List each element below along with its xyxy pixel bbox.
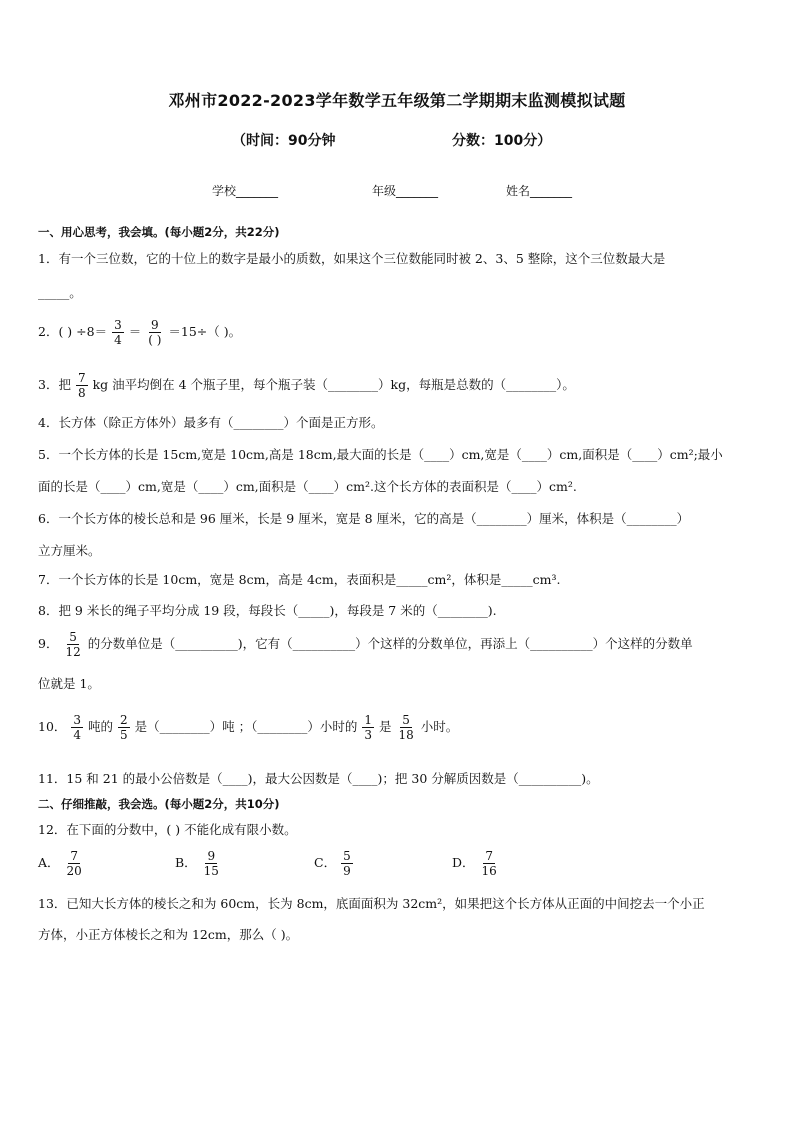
- q2-f1-numerator: 3: [114, 318, 122, 332]
- q10-f3-numerator: 1: [364, 713, 372, 727]
- exam-score: 分数：100分）: [452, 133, 552, 149]
- q10-f4-denominator: 18: [398, 728, 414, 742]
- q10-f1-numerator: 3: [73, 713, 82, 727]
- q12-option-c-fraction: [341, 849, 353, 878]
- q10-text-d: 小时。: [420, 719, 459, 734]
- question-3: [38, 371, 575, 400]
- q12-a-numerator: 7: [70, 849, 78, 863]
- q2-fraction-2: [146, 318, 163, 347]
- q2-f2-denominator: ( ): [148, 333, 162, 347]
- exam-subtitle: [232, 130, 552, 150]
- q3-text-a: 3．把: [38, 377, 71, 392]
- question-5-line-2: 面的长是（____）cm,宽是（____）cm,面积是（____）cm².这个长方体的表面积是（____）cm².: [38, 479, 577, 494]
- name-field[interactable]: 姓名_______: [506, 184, 573, 198]
- q10-fraction-1: [71, 713, 83, 742]
- q12-option-a[interactable]: [38, 849, 85, 878]
- q12-d-denominator: 16: [481, 864, 497, 878]
- question-10: [38, 713, 458, 742]
- q10-f2-denominator: 5: [120, 728, 128, 742]
- q9-denominator: 12: [65, 645, 81, 659]
- question-11: 11．15 和 21 的最小公倍数是（____)，最大公因数是（____)；把 30 分解质因数是（__________)。: [38, 771, 599, 786]
- q10-text-c: 是（________）吨 ；（________）小时的: [134, 719, 358, 734]
- question-9-line-2: 位就是 1。: [38, 676, 100, 691]
- q12-option-b-label: B．: [175, 855, 197, 870]
- q12-b-denominator: 15: [203, 864, 219, 878]
- q2-f2-numerator: 9: [150, 318, 159, 332]
- q12-option-b-fraction: [202, 849, 221, 878]
- q10-text-b: 吨的: [88, 719, 114, 734]
- q12-option-c[interactable]: [314, 849, 354, 878]
- section-1-heading: 一、用心思考，我会填。(每小题2分，共22分): [38, 225, 280, 239]
- q2-equals: ＝: [128, 324, 142, 339]
- q10-f1-denominator: 4: [73, 728, 82, 742]
- question-1-line-2: _____。: [38, 285, 82, 300]
- q3-text-b: kg 油平均倒在 4 个瓶子里，每个瓶子装（________）kg，每瓶是总数的（________）。: [92, 377, 575, 392]
- q10-text-a: 10．: [38, 719, 67, 734]
- q12-option-d-label: D．: [452, 855, 475, 870]
- q10-fraction-4: [396, 713, 415, 742]
- question-2: [38, 318, 241, 347]
- question-9-line-1: [38, 630, 693, 659]
- q2-fraction-1: [112, 318, 124, 347]
- question-13-line-2: 方体，小正方体棱长之和为 12cm，那么（ )。: [38, 927, 299, 942]
- q10-equals: 是: [378, 719, 392, 734]
- q12-c-denominator: 9: [343, 864, 351, 878]
- q12-a-denominator: 20: [66, 864, 82, 878]
- q12-b-numerator: 9: [207, 849, 216, 863]
- school-field[interactable]: 学校_______: [212, 184, 279, 198]
- q12-c-numerator: 5: [343, 849, 351, 863]
- q9-text-b: 的分数单位是（__________)，它有（__________）个这样的分数单位，再添上（__________）个这样的分数单: [87, 636, 693, 651]
- q10-f4-numerator: 5: [402, 713, 410, 727]
- q2-text-b: ＝15÷（ )。: [168, 324, 242, 339]
- exam-time: （时间：90分钟: [232, 133, 336, 149]
- question-6-line-2: 立方厘米。: [38, 543, 101, 558]
- q12-option-a-label: A．: [38, 855, 60, 870]
- q2-text-a: 2．( ) ÷8＝: [38, 324, 108, 339]
- question-4: 4．长方体（除正方体外）最多有（________）个面是正方形。: [38, 415, 384, 430]
- q3-denominator: 8: [77, 386, 86, 400]
- q3-fraction: [76, 371, 88, 400]
- question-12-stem: 12．在下面的分数中，( ) 不能化成有限小数。: [38, 822, 297, 837]
- q9-fraction: [63, 630, 82, 659]
- q10-f3-denominator: 3: [364, 728, 372, 742]
- question-1-line-1: 1．有一个三位数，它的十位上的数字是最小的质数，如果这个三位数能同时被 2、3、5 整除，这个三位数最大是: [38, 251, 666, 266]
- q3-numerator: 7: [77, 371, 86, 385]
- question-13-line-1: 13．已知大长方体的棱长之和为 60cm，长为 8cm，底面面积为 32cm²，如果把这个长方体从正面的中间挖去一个小正: [38, 896, 705, 911]
- q9-text-a: 9．: [38, 636, 59, 651]
- q10-fraction-3: [362, 713, 374, 742]
- q12-d-numerator: 7: [485, 849, 493, 863]
- question-7: 7．一个长方体的长是 10cm，宽是 8cm，高是 4cm，表面积是_____cm²，体积是_____cm³.: [38, 572, 561, 587]
- q12-option-d-fraction: [480, 849, 499, 878]
- q9-numerator: 5: [69, 630, 77, 644]
- exam-title: 邓州市2022-2023学年数学五年级第二学期期末监测模拟试题: [168, 91, 626, 110]
- q2-f1-denominator: 4: [114, 333, 122, 347]
- q10-fraction-2: [118, 713, 130, 742]
- q12-option-c-label: C．: [314, 855, 337, 870]
- q12-option-a-fraction: [65, 849, 84, 878]
- question-5-line-1: 5．一个长方体的长是 15cm,宽是 10cm,高是 18cm,最大面的长是（____）cm,宽是（____）cm,面积是（____）cm²;最小: [38, 447, 723, 462]
- question-6-line-1: 6．一个长方体的棱长总和是 96 厘米，长是 9 厘米，宽是 8 厘米，它的高是（________）厘米，体积是（________）: [38, 511, 690, 526]
- q10-f2-numerator: 2: [120, 713, 128, 727]
- q12-option-b[interactable]: [175, 849, 222, 878]
- section-2-heading: 二、仔细推敲，我会选。(每小题2分，共10分): [38, 797, 280, 811]
- question-8: 8．把 9 米长的绳子平均分成 19 段，每段长（_____)，每段是 7 米的（________).: [38, 603, 497, 618]
- grade-field[interactable]: 年级_______: [372, 184, 439, 198]
- q12-option-d[interactable]: [452, 849, 500, 878]
